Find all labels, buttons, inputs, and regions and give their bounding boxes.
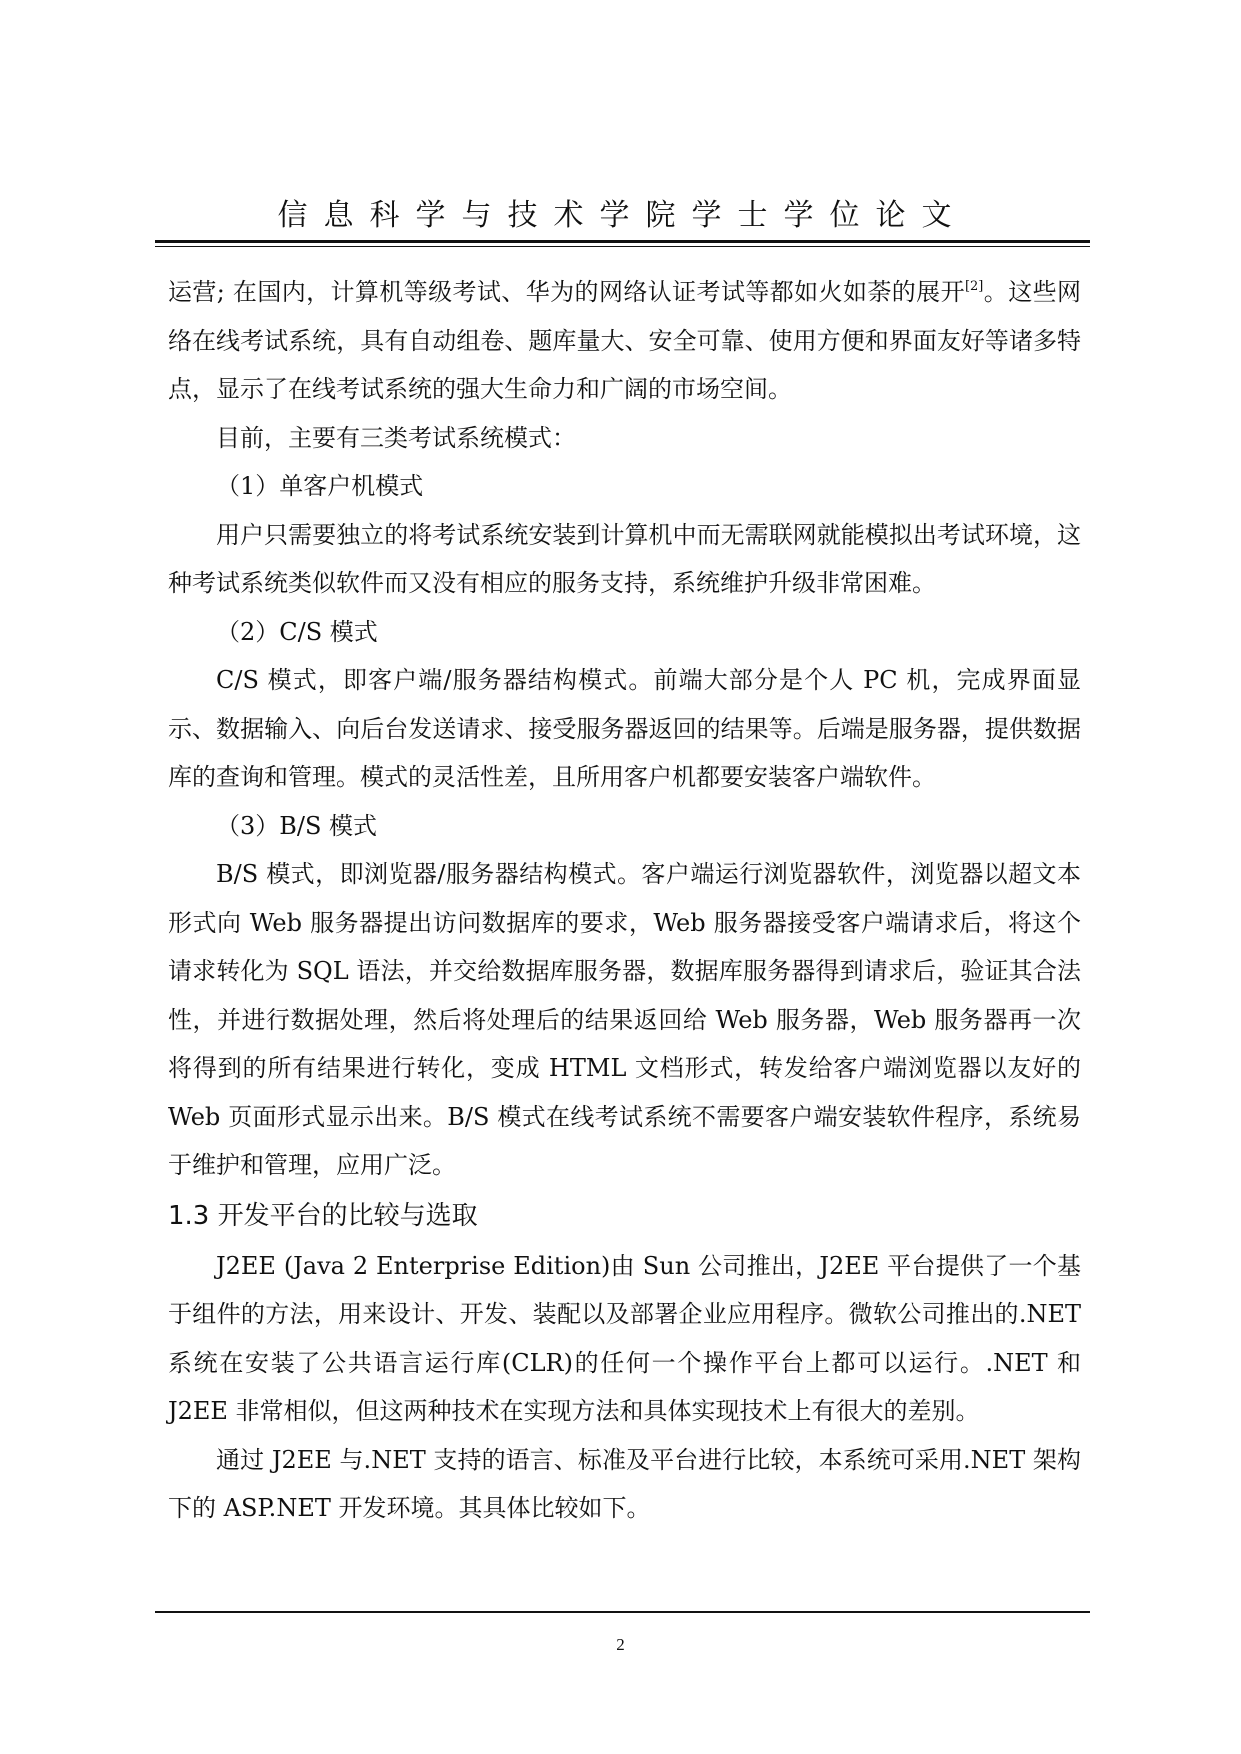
- citation-reference: [2]: [964, 279, 984, 294]
- mode2-paragraph: C/S 模式，即客户端/服务器结构模式。前端大部分是个人 PC 机，完成界面显示、数据输入、向后台发送请求、接受服务器返回的结果等。后端是服务器，提供数据库的查询和管理。模式的灵活性差，且所用客户机都要安装客户端软件。: [168, 666, 1081, 791]
- mode1-paragraph: 用户只需要独立的将考试系统安装到计算机中而无需联网就能模拟出考试环境，这种考试系统类似软件而又没有相应的服务支持，系统维护升级非常困难。: [168, 520, 1081, 597]
- mode2-heading: （2）C/S 模式: [216, 617, 378, 646]
- footer-rule: [155, 1611, 1090, 1613]
- comparison-paragraph: 通过 J2EE 与.NET 支持的语言、标准及平台进行比较，本系统可采用.NET 架构下的 ASP.NET 开发环境。其具体比较如下。: [168, 1445, 1081, 1522]
- page-number: 2: [616, 1635, 625, 1654]
- paragraph-text-tail: 。这些网络在线考试系统，具有自动组卷、题库量大、安全可靠、使用方便和界面友好等诸多特点，显示了在线考试系统的强大生命力和广阔的市场空间。: [168, 278, 1081, 403]
- body-text: [168, 268, 1081, 1533]
- platform-paragraph: J2EE (Java 2 Enterprise Edition)由 Sun 公司推出，J2EE 平台提供了一个基于组件的方法，用来设计、开发、装配以及部署企业应用程序。微软公司推出的.NET 系统在安装了公共语言运行库(CLR)的任何一个操作平台上都可以运行。.NET 和 J2EE 非常相似，但这两种技术在实现方法和具体实现技术上有很大的差别。: [168, 1251, 1081, 1425]
- running-header-title: 信息科学与技术学院学士学位论文: [277, 198, 968, 233]
- section-heading: 1.3 开发平台的比较与选取: [168, 1200, 478, 1231]
- mode3-heading: （3）B/S 模式: [216, 811, 378, 840]
- mode1-heading: （1）单客户机模式: [216, 472, 424, 500]
- paragraph-modes-intro: 目前，主要有三类考试系统模式：: [216, 423, 576, 452]
- paragraph-text: 运营; 在国内，计算机等级考试、华为的网络认证考试等都如火如荼的展开: [168, 278, 965, 306]
- paragraph-continued: [168, 268, 1081, 414]
- header-rule-thick: [155, 240, 1090, 243]
- mode3-paragraph: B/S 模式，即浏览器/服务器结构模式。客户端运行浏览器软件，浏览器以超文本形式向 Web 服务器提出访问数据库的要求，Web 服务器接受客户端请求后，将这个请求转化为 SQL 语法，并交给数据库服务器，数据库服务器得到请求后，验证其合法性，并进行数据处理，然后将处理后的结果返回给 Web 服务器，Web 服务器再一次将得到的所有结果进行转化，变成 HTML 文档形式，转发给客户端浏览器以友好的 Web 页面形式显示出来。B/S 模式在线考试系统不需要客户端安装软件程序，系统易于维护和管理，应用广泛。: [168, 860, 1081, 1179]
- header-rule-thin: [155, 246, 1090, 247]
